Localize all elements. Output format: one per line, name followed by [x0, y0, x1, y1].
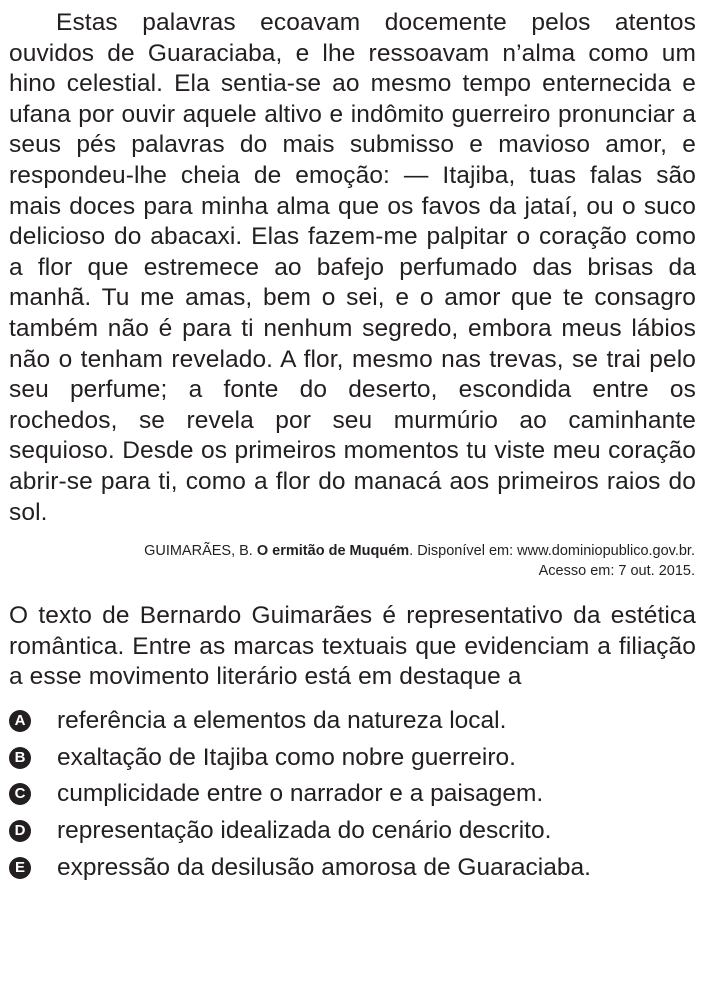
option-e[interactable] — [9, 849, 696, 886]
citation-title: O ermitão de Muquém — [256, 543, 410, 560]
option-b-text: exaltação de Itajiba como nobre guerreiro. — [57, 743, 516, 771]
option-c[interactable] — [9, 776, 696, 813]
option-e-letter-badge: E — [9, 857, 31, 879]
option-d[interactable] — [9, 813, 696, 850]
option-d-text: representação idealizada do cenário descrito. — [57, 816, 552, 844]
option-e-text: expressão da desilusão amorosa de Guaraciaba. — [57, 853, 591, 881]
answer-options — [9, 703, 696, 886]
citation-author: GUIMARÃES, B. — [144, 543, 257, 560]
option-a-text: referência a elementos da natureza local. — [57, 707, 507, 735]
option-b-letter-badge: B — [9, 747, 31, 769]
option-d-letter-badge: D — [9, 820, 31, 842]
option-c-letter-badge: C — [9, 783, 31, 805]
option-c-text: cumplicidade entre o narrador e a paisagem. — [57, 780, 544, 808]
citation — [9, 541, 696, 581]
option-a[interactable] — [9, 703, 696, 740]
question-stem: O texto de Bernardo Guimarães é representativo da estética romântica. Entre as marcas textuais que evidenciam a filiação a esse movimento literário está em destaque a — [9, 602, 696, 691]
citation-availability: . Disponível em: www.dominiopublico.gov.br. — [409, 543, 695, 560]
passage-text: Estas palavras ecoavam docemente pelos atentos ouvidos de Guaraciaba, e lhe ressoavam n’alma como um hino celestial. Ela sentia-se ao mesmo tempo enternecida e ufana por ouvir aquele altivo e indômito guerreiro pronunciar a seus pés palavras do mais submisso e mavioso amor, e respondeu-lhe cheia de emoção: — Itajiba, tuas falas são mais doces para minha alma que os favos da jataí, ou o suco delicioso do abacaxi. Elas fazem-me palpitar o coração como a flor que estremece ao bafejo perfumado das brisas da manhã. Tu me amas, bem o sei, e o amor que te consagro também não é para ti nenhum segredo, embora meus lábios não o tenham revelado. A flor, mesmo nas trevas, se trai pelo seu perfume; a fonte do deserto, escondida entre os rochedos, se revela por seu murmúrio ao caminhante sequioso. Desde os primeiros momentos tu viste meu coração abrir-se para ti, como a flor do manacá aos primeiros raios do sol. — [9, 9, 696, 526]
citation-access: Acesso em: 7 out. 2015. — [538, 563, 695, 580]
option-a-letter-badge: A — [9, 710, 31, 732]
option-b[interactable] — [9, 739, 696, 776]
